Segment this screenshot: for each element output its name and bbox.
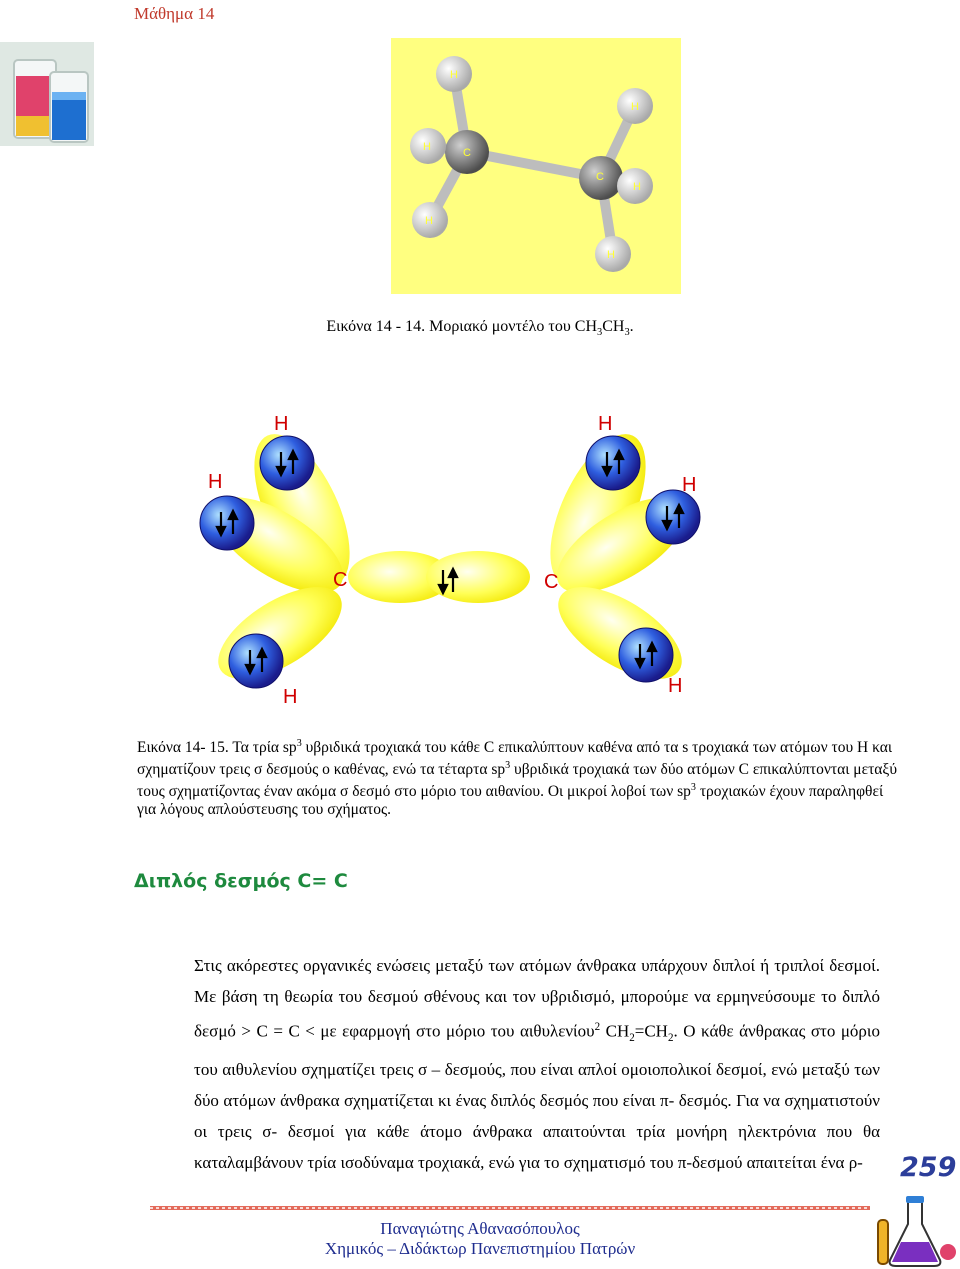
c-label: C <box>544 571 559 593</box>
h-label: H <box>668 675 683 697</box>
atom-label-h: H <box>450 69 458 81</box>
atom-label-h: H <box>423 141 431 153</box>
beakers-image <box>0 42 94 146</box>
figure-14-15-caption: Εικόνα 14- 15. Τα τρία $sp^3$ υβριδικά τροχιακά του κάθε C επικαλύπτουν καθένα από τα s τροχιακά των ατόμων του Η και σχηματίζουν τρεις σ δεσμούς ο καθένας, ενώ τα τέταρτα $sp^3$ υβριδικά τροχιακά των δύο ατόμων C επικαλύπτονται μεταξύ τους σχηματίζοντας έναν ακόμα σ δεσμό στο μόριο του αιθανίου. Οι μικροί λοβοί των $sp^3$ τροχιακών έχουν παραληφθεί για λόγους απλούστευσης του σχήματος. <box>137 738 898 819</box>
h-label: H <box>274 413 289 435</box>
c-label: C <box>333 569 348 591</box>
h-label: H <box>283 686 298 708</box>
atom-label-c: C <box>463 147 471 159</box>
figure-14-14-caption: Εικόνα 14 - 14. Μοριακό μοντέλο του $CH_3CH_3$. <box>326 318 634 339</box>
footer-divider <box>150 1205 870 1211</box>
footer <box>0 1219 960 1259</box>
section-heading: Διπλός δεσμός C= C <box>134 870 348 892</box>
h-label: H <box>598 413 613 435</box>
h-label: H <box>682 474 697 496</box>
atom-label-h: H <box>631 101 639 113</box>
body-paragraph: Στις ακόρεστες οργανικές ενώσεις μεταξύ των ατόμων άνθρακα υπάρχουν διπλοί ή τριπλοί δεσμοί. Με βάση τη θεωρία του δεσμού σθένους και τον υβριδισμό, μπορούμε να ερμηνεύσουμε το διπλό δεσμό > C = C < με εφαρμογή στο μόριο του αιθυλενίου$^2$ $CH_2=CH_2$. Ο κάθε άνθρακας στο μόριο του αιθυλενίου σχηματίζει τρεις σ – δεσμούς, που είναι απλοί ομοιοπολικοί δεσμοί, ενώ μεταξύ των δύο ατόμων άνθρακα σχηματίζεται κι ένας διπλός δεσμός που είναι π- δεσμός. Για να σχηματιστούν οι τρεις σ- δεσμοί για κάθε άτομο άνθρακα απαιτούνται τρία μονήρη ηλεκτρόνια που θα καταλαμβάνουν τρία ισοδύναμα τροχιακά, ενώ για το σχηματισμό του π-δεσμού απαιτείται ένα ρ- <box>194 956 880 1173</box>
footer-author: Παναγιώτης Αθανασόπουλος <box>380 1219 580 1238</box>
page-number: 259 <box>900 1152 957 1183</box>
footer-title: Χημικός – Διδάκτωρ Πανεπιστημίου Πατρών <box>324 1239 636 1258</box>
lesson-header: Μάθημα 14 <box>134 4 215 23</box>
atom-label-h: H <box>607 249 615 261</box>
h-label: H <box>208 471 223 493</box>
atom-label-h: H <box>633 181 641 193</box>
sp3-orbital-diagram <box>190 405 730 715</box>
ethane-model-image <box>391 38 681 294</box>
atom-label-h: H <box>425 215 433 227</box>
atom-label-c: C <box>596 171 604 183</box>
flask-clipart <box>870 1190 960 1269</box>
